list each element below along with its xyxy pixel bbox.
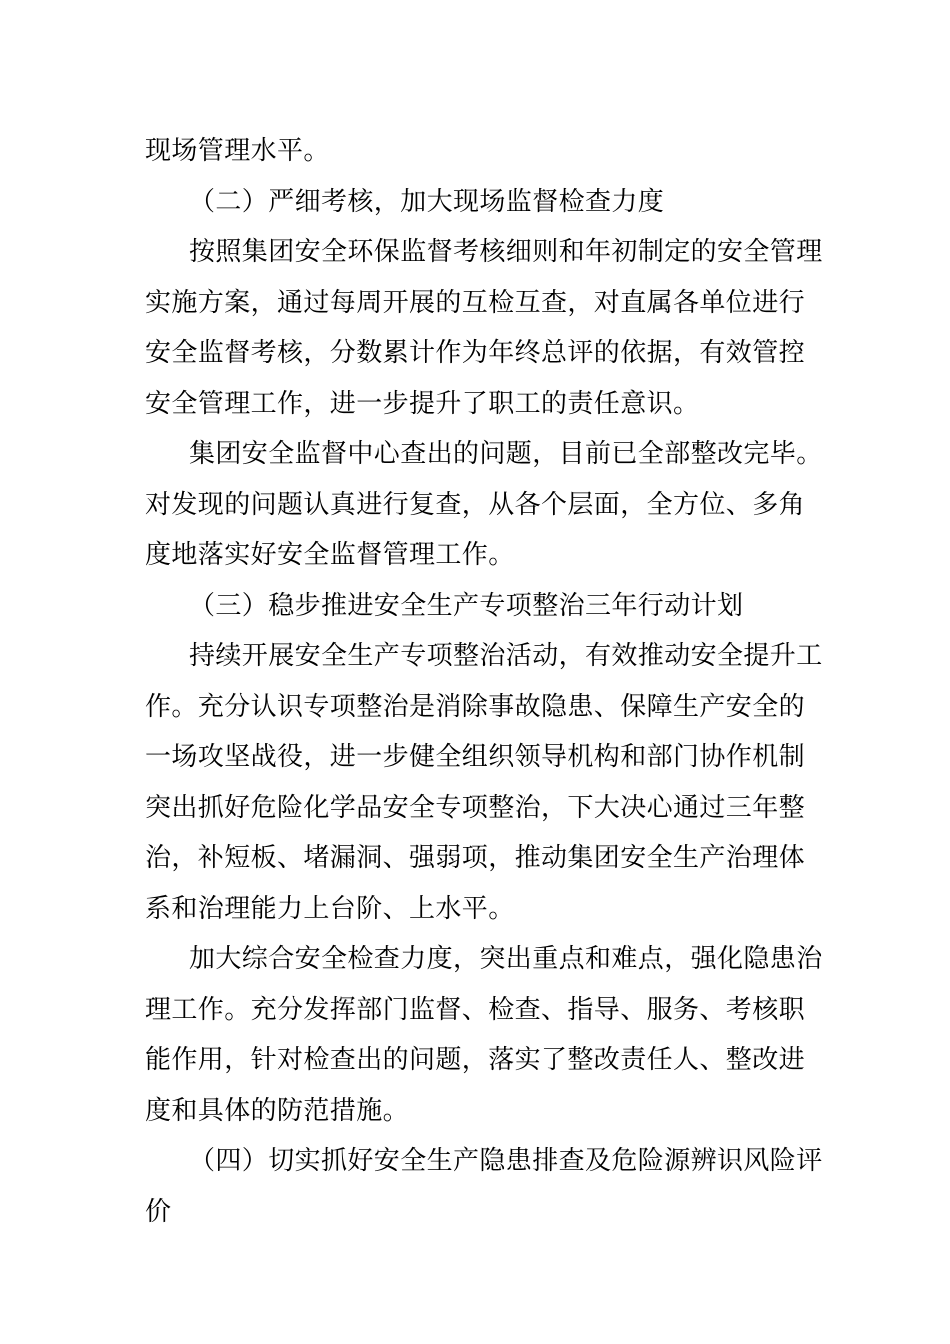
text-line: 持续开展安全生产专项整治活动，有效推动安全提升工 (189, 641, 823, 671)
text-line: 安全管理工作，进一步提升了职工的责任意识。 (145, 388, 700, 419)
text-line: 现场管理水平。 (145, 136, 330, 166)
text-line: 实施方案，通过每周开展的互检互查，对直属各单位进行 (145, 287, 806, 318)
text-line: 安全监督考核，分数累计作为年终总评的依据，有效管控 (145, 338, 806, 368)
text-line: 度地落实好安全监督管理工作。 (145, 540, 515, 570)
text-line: 价 (145, 1196, 172, 1227)
section-heading-2: （二）严细考核，加大现场监督检查力度 (189, 186, 665, 217)
text-line: 集团安全监督中心查出的问题，目前已全部整改完毕。 (189, 439, 823, 469)
text-line: 系和治理能力上台阶、上水平。 (145, 893, 515, 924)
section-heading-3: （三）稳步推进安全生产专项整治三年行动计划 (189, 590, 744, 621)
text-line: 度和具体的防范措施。 (145, 1095, 410, 1126)
text-line: 治，补短板、堵漏洞、强弱项，推动集团安全生产治理体 (145, 843, 806, 873)
text-line: 一场攻坚战役，进一步健全组织领导机构和部门协作机制 (145, 742, 806, 772)
text-line: 加大综合安全检查力度，突出重点和难点，强化隐患治 (189, 944, 823, 974)
text-line: 突出抓好危险化学品安全专项整治，下大决心通过三年整 (145, 792, 806, 823)
body-text (145, 126, 823, 1237)
text-line: 作。充分认识专项整治是消除事故隐患、保障生产安全的 (145, 691, 806, 722)
text-line: 理工作。充分发挥部门监督、检查、指导、服务、考核职 (145, 994, 806, 1025)
section-heading-4: （四）切实抓好安全生产隐患排查及危险源辨识风险评 (189, 1146, 823, 1176)
text-line: 对发现的问题认真进行复查，从各个层面，全方位、多角 (145, 489, 806, 520)
text-line: 按照集团安全环保监督考核细则和年初制定的安全管理 (189, 237, 823, 267)
text-line: 能作用，针对检查出的问题，落实了整改责任人、整改进 (145, 1045, 806, 1075)
